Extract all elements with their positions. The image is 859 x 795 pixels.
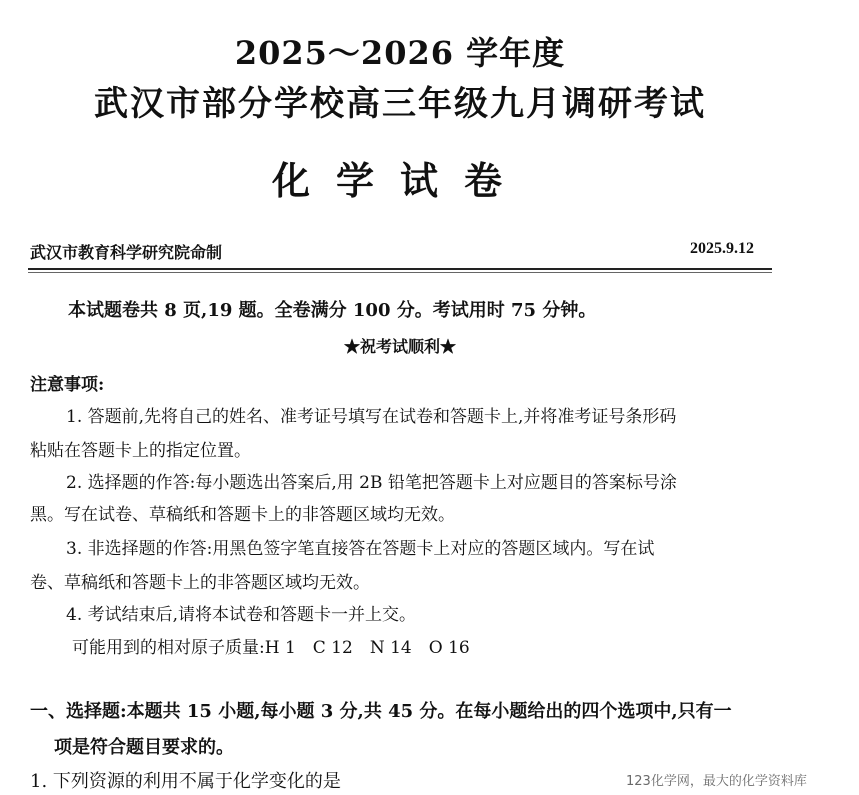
section-heading-line-1: 一、选择题:本题共 15 小题,每小题 3 分,共 45 分。在每小题给出的四个选项中,只有一	[30, 701, 732, 722]
watermark: 123化学网，最大的化学资料库	[626, 774, 807, 789]
exam-year-title: 2025～2026 学年度	[234, 34, 566, 72]
atomic-masses: 可能用到的相对原子质量:H 1 C 12 N 14 O 16	[72, 638, 470, 658]
exam-intro: 本试题卷共 8 页,19 题。全卷满分 100 分。考试用时 75 分钟。	[68, 300, 597, 321]
section-heading-line-2: 项是符合题目要求的。	[54, 737, 234, 758]
exam-date: 2025.9.12	[690, 240, 754, 257]
notice-item-1-line-2: 粘贴在答题卡上的指定位置。	[30, 441, 251, 461]
notice-item-2-line-2: 黑。写在试卷、草稿纸和答题卡上的非答题区域均无效。	[30, 505, 455, 525]
notice-item-3-line-1: 3. 非选择题的作答:用黑色签字笔直接答在答题卡上对应的答题区域内。写在试	[66, 539, 655, 559]
subject-title: 化学试卷	[271, 158, 528, 203]
notice-item-2-line-1: 2. 选择题的作答:每小题选出答案后,用 2B 铅笔把答题卡上对应题目的答案标号涂	[66, 473, 677, 493]
header-divider	[28, 268, 772, 270]
notice-title: 注意事项:	[30, 375, 105, 395]
notice-item-3-line-2: 卷、草稿纸和答题卡上的非答题区域均无效。	[30, 573, 370, 593]
notice-item-4: 4. 考试结束后,请将本试卷和答题卡一并上交。	[66, 605, 417, 625]
header-divider-thin	[28, 272, 772, 273]
greeting: ★祝考试顺利★	[343, 337, 456, 356]
notice-item-1-line-1: 1. 答题前,先将自己的姓名、准考证号填写在试卷和答题卡上,并将准考证号条形码	[66, 407, 677, 427]
question-1: 1. 下列资源的利用不属于化学变化的是	[30, 771, 341, 792]
issuing-institution: 武汉市教育科学研究院命制	[30, 243, 223, 262]
exam-name-title: 武汉市部分学校高三年级九月调研考试	[94, 84, 706, 124]
